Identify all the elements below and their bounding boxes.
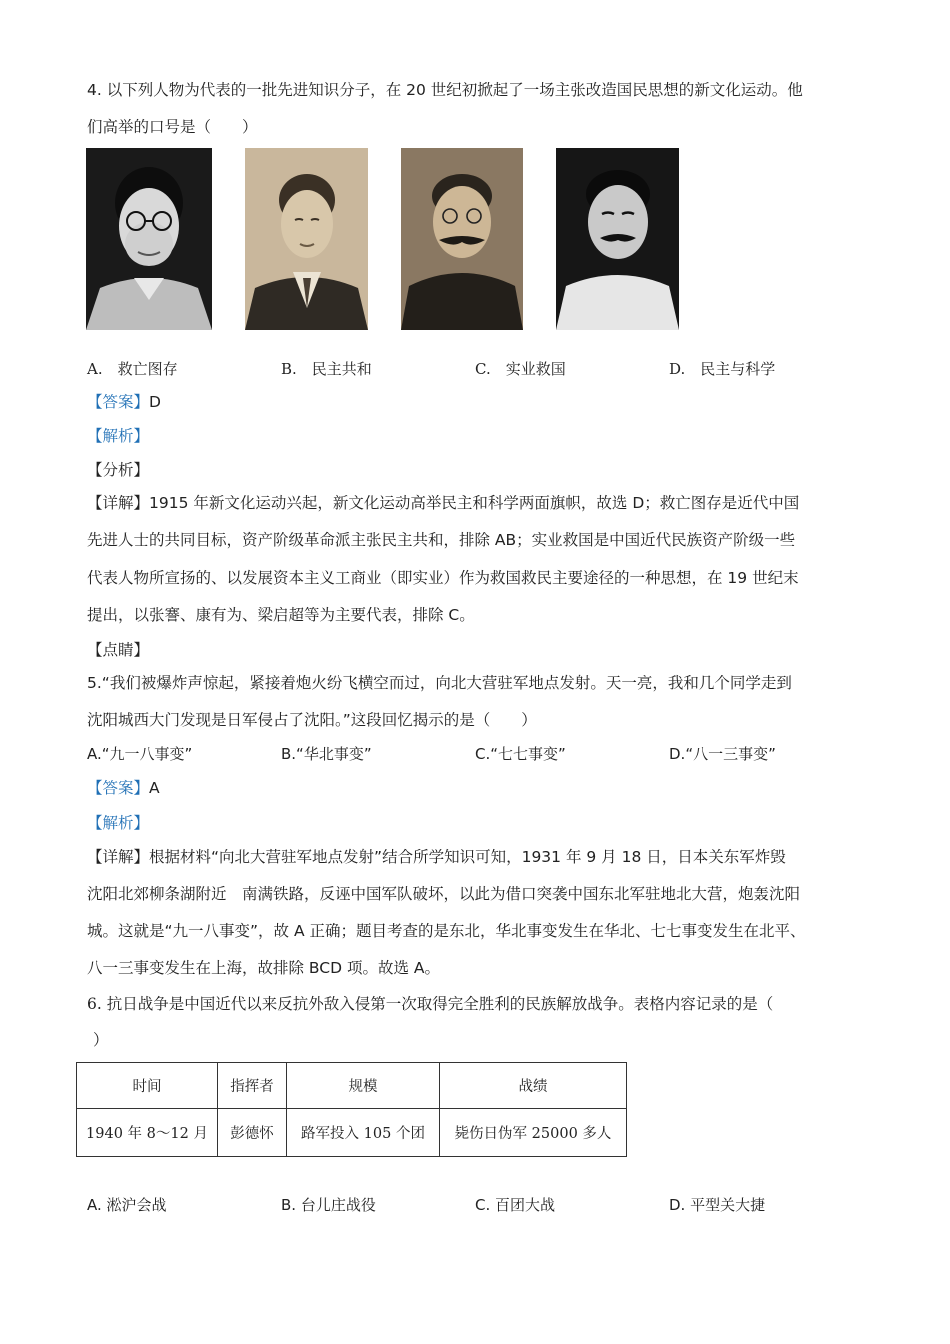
- table-header-row: [77, 1063, 627, 1109]
- q4-option-d: D. 民主与科学: [669, 360, 776, 378]
- table-header-cell: 指挥者: [218, 1063, 287, 1109]
- q4-detail-line3: 代表人物所宣扬的、以发展资本主义工商业（即实业）作为救国救民主要途径的一种思想，在 19 世纪末: [87, 569, 799, 587]
- q4-option-a: A. 救亡图存: [87, 360, 178, 378]
- detail-text: 1915 年新文化运动兴起，新文化运动高举民主和科学两面旗帜，故选 D；救亡图存是近代中国: [149, 494, 800, 512]
- q4-detail-line4: 提出，以张謇、康有为、梁启超等为主要代表，排除 C。: [87, 606, 475, 624]
- answer-value: D: [149, 393, 161, 411]
- answer-value: A: [149, 779, 160, 797]
- q5-option-b: B.“华北事变”: [281, 745, 372, 763]
- table-cell: 毙伤日伪军 25000 多人: [440, 1109, 627, 1157]
- table-cell: 彭德怀: [218, 1109, 287, 1157]
- q4-stem-line1: 4. 以下列人物为代表的一批先进知识分子，在 20 世纪初掀起了一场主张改造国民思想的新文化运动。他: [87, 81, 803, 99]
- q4-dianjing-tag: 【点睛】: [87, 641, 150, 659]
- answer-tag: 【答案】: [87, 779, 150, 797]
- answer-tag: 【答案】: [87, 393, 150, 411]
- q5-option-a: A.“九一八事变”: [87, 745, 193, 763]
- q5-stem-line1: 5.“我们被爆炸声惊起，紧接着炮火纷飞横空而过，向北大营驻军地点发射。天一亮，我和几个同学走到: [87, 674, 792, 692]
- q4-option-c: C. 实业救国: [475, 360, 566, 378]
- q5-option-c: C.“七七事变”: [475, 745, 566, 763]
- table-header-cell: 战绩: [440, 1063, 627, 1109]
- q4-stem-line2: 们高举的口号是（ ）: [87, 118, 258, 136]
- portrait-photo-1: [86, 148, 212, 330]
- q6-stem-line1: 6. 抗日战争是中国近代以来反抗外敌入侵第一次取得完全胜利的民族解放战争。表格内容记录的是（: [87, 995, 774, 1013]
- q5-detail-line1: [87, 847, 786, 867]
- portrait-photo-4: [556, 148, 679, 330]
- q5-jiexi-tag: 【解析】: [87, 814, 150, 832]
- table-cell: 1940 年 8～12 月: [77, 1109, 218, 1157]
- table-cell: 路军投入 105 个团: [287, 1109, 440, 1157]
- q5-detail-line2: 沈阳北郊柳条湖附近 南满铁路，反诬中国军队破坏，以此为借口突袭中国东北军驻地北大营，炮轰沈阳: [87, 885, 801, 903]
- q5-stem-line2: 沈阳城西大门发现是日军侵占了沈阳。”这段回忆揭示的是（ ）: [87, 711, 537, 729]
- q5-detail-line4: 八一三事变发生在上海，故排除 BCD 项。故选 A。: [87, 959, 441, 977]
- battle-record-table: [76, 1062, 627, 1157]
- q4-fenxi-tag: 【分析】: [87, 461, 150, 479]
- detail-tag: 【详解】: [87, 494, 150, 512]
- q6-option-d: D. 平型关大捷: [669, 1196, 766, 1214]
- table-header-cell: 时间: [77, 1063, 218, 1109]
- q4-detail-line2: 先进人士的共同目标，资产阶级革命派主张民主共和，排除 AB；实业救国是中国近代民族资产阶级一些: [87, 531, 796, 549]
- q5-detail-line3: 城。这就是“九一八事变”，故 A 正确；题目考查的是东北，华北事变发生在华北、七七事变发生在北平、: [87, 922, 806, 940]
- q5-answer: [87, 778, 160, 798]
- q4-jiexi-tag: 【解析】: [87, 427, 150, 445]
- q4-answer: [87, 392, 161, 412]
- q5-option-d: D.“八一三事变”: [669, 745, 776, 763]
- q6-stem-line2: ）: [93, 1031, 109, 1049]
- table-header-cell: 规模: [287, 1063, 440, 1109]
- q6-option-b: B. 台儿庄战役: [281, 1196, 376, 1214]
- q6-option-a: A. 淞沪会战: [87, 1196, 167, 1214]
- q6-option-c: C. 百团大战: [475, 1196, 556, 1214]
- q4-option-b: B. 民主共和: [281, 360, 372, 378]
- portrait-photo-3: [401, 148, 523, 330]
- portrait-photo-2: [245, 148, 368, 330]
- detail-text: 根据材料“向北大营驻军地点发射”结合所学知识可知，1931 年 9 月 18 日，日本关东军炸毁: [149, 848, 786, 866]
- detail-tag: 【详解】: [87, 848, 150, 866]
- table-row: [77, 1109, 627, 1157]
- q4-detail-line1: [87, 493, 799, 513]
